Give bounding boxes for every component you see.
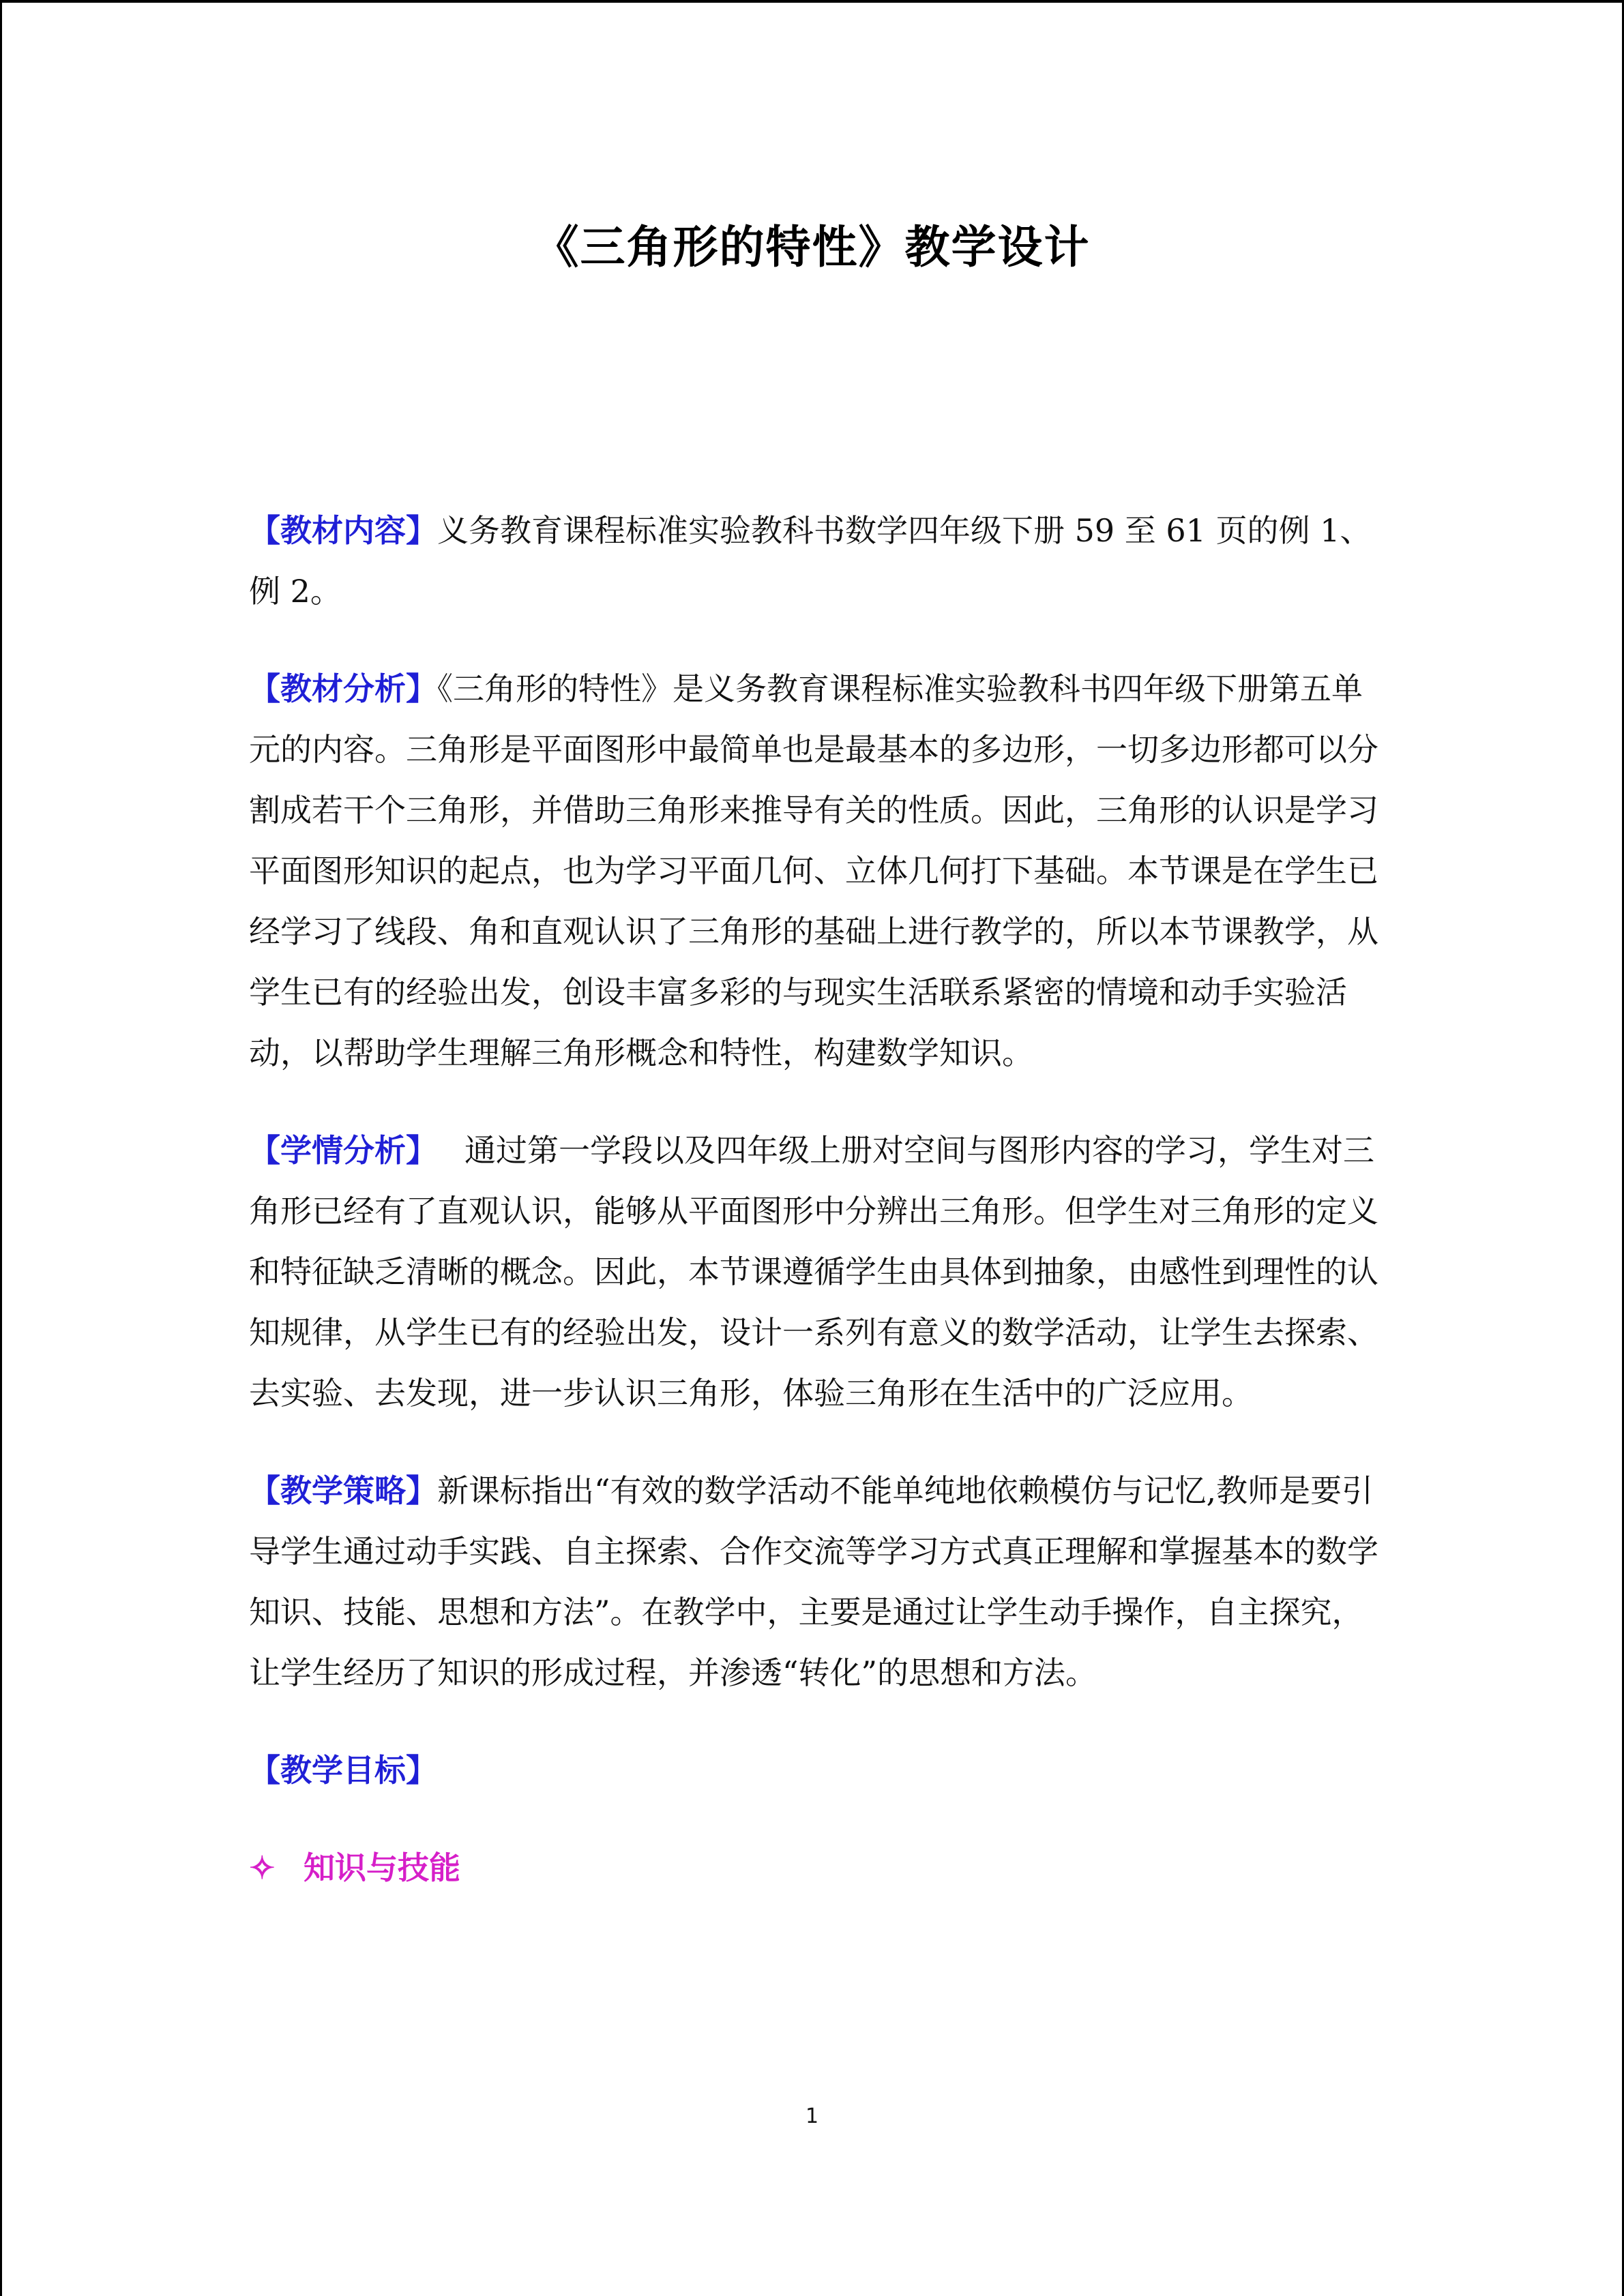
- section-goals: [249, 1740, 1381, 1801]
- section-text-strategy: 新课标指出“有效的数学活动不能单纯地依赖模仿与记忆,教师是要引导学生通过动手实践、自主探索、合作交流等学习方式真正理解和掌握基本的数学知识、技能、思想和方法”。在教学中，主要是通过让学生动手操作，自主探究，让学生经历了知识的形成过程，并渗透“转化”的思想和方法。: [249, 1472, 1378, 1691]
- document-body: [249, 501, 1381, 1935]
- section-label-strategy: 【教学策略】: [249, 1472, 437, 1509]
- section-label-content: 【教材内容】: [249, 512, 437, 549]
- sparkle-bullet-icon: ✧: [249, 1849, 276, 1886]
- section-content: [249, 501, 1381, 622]
- section-text-students: 通过第一学段以及四年级上册对空间与图形内容的学习，学生对三角形已经有了直观认识，能够从平面图形中分辨出三角形。但学生对三角形的定义和特征缺乏清晰的概念。因此，本节课遵循学生由具体到抽象，由感性到理性的认知规律，从学生已有的经验出发，设计一系列有意义的数学活动，让学生去探索、去实验、去发现，进一步认识三角形，体验三角形在生活中的广泛应用。: [249, 1132, 1378, 1412]
- page-number: 1: [805, 2104, 819, 2128]
- section-label-goals: 【教学目标】: [249, 1752, 437, 1789]
- section-text-content: 义务教育课程标准实验教科书数学四年级下册 59 至 61 页的例 1、例 2。: [249, 512, 1372, 610]
- section-label-students: 【学情分析】: [249, 1132, 437, 1169]
- subheading-knowledge: [249, 1838, 1381, 1898]
- document-title: 《三角形的特性》教学设计: [533, 221, 1091, 273]
- section-text-analysis: 《三角形的特性》是义务教育课程标准实验教科书四年级下册第五单元的内容。三角形是平面图形中最简单也是最基本的多边形，一切多边形都可以分割成若干个三角形，并借助三角形来推导有关的性质。因此，三角形的认识是学习平面图形知识的起点，也为学习平面几何、立体几何打下基础。本节课是在学生已经学习了线段、角和直观认识了三角形的基础上进行教学的，所以本节课教学，从学生已有的经验出发，创设丰富多彩的与现实生活联系紧密的情境和动手实验活动，以帮助学生理解三角形概念和特性，构建数学知识。: [249, 670, 1378, 1071]
- section-strategy: [249, 1461, 1381, 1703]
- section-students: [249, 1120, 1381, 1424]
- section-analysis: [249, 659, 1381, 1084]
- section-label-analysis: 【教材分析】: [249, 670, 437, 707]
- subheading-label-knowledge: 知识与技能: [304, 1849, 460, 1886]
